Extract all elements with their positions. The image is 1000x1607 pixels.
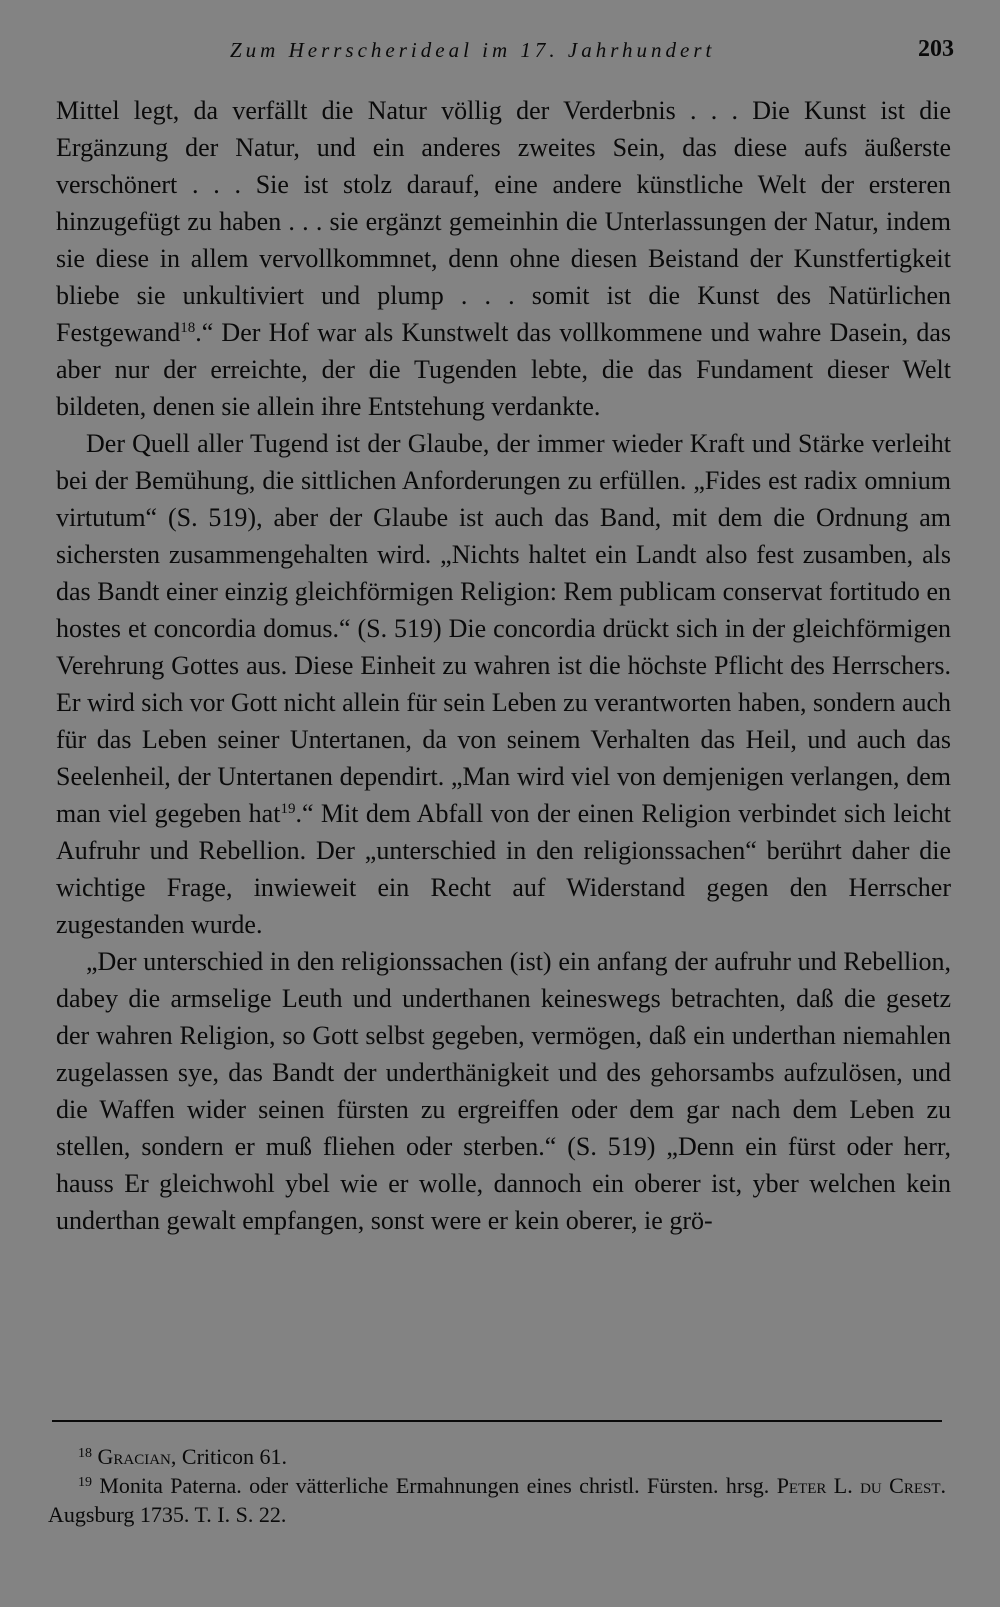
footnotes <box>48 1442 946 1529</box>
paragraph-2-text-a: Der Quell aller Tugend ist der Glaube, der immer wieder Kraft und Stärke verleiht bei der Bemühung, die sittlichen Anforderungen zu erfüllen. „Fides est radix omnium virtutum“ (S. 519), aber der Glaube ist auch das Band, mit dem die Ordnung am sichersten zusammengehalten wird. „Nichts haltet ein Landt also fest zusamben, als das Bandt einer einzig gleichförmigen Religion: Rem publicam conservat fortitudo en hostes et concordia domus.“ (S. 519) Die concordia drückt sich in der gleichförmigen Verehrung Gottes aus. Diese Einheit zu wahren ist die höchste Pflicht des Herrschers. Er wird sich vor Gott nicht allein für sein Leben zu verantworten haben, sondern auch für das Leben seiner Untertanen, da von seinem Verhalten das Heil, und auch das Seelenheil, der Untertanen dependirt. „Man wird viel von demjenigen verlangen, dem man viel gegeben hat <box>56 429 951 828</box>
footnote-18-number: 18 <box>78 1446 92 1461</box>
footnote-18-text: , Criticon 61. <box>170 1444 287 1469</box>
footnote-18-author: Gracian <box>97 1444 171 1469</box>
paragraph-2-text-b: .“ Mit dem Abfall von der einen Religion verbindet sich leicht Aufruhr und Rebellion. Der „unterschied in den religionssachen“ berührt daher die wichtige Frage, inwieweit ein Recht auf Widerstand gegen den Herrscher zugestanden wurde. <box>56 799 951 939</box>
paragraph-2 <box>56 425 951 943</box>
footnote-ref-19: 19 <box>280 801 296 817</box>
paragraph-1 <box>56 92 951 425</box>
paragraph-3-text: „Der unterschied in den religionssachen (ist) ein anfang der aufruhr und Rebellion, dabey die armselige Leuth und underthanen keineswegs betrachten, daß die gesetz der wahren Religion, so Gott selbst gegeben, vermögen, daß ein underthan niemahlen zugelassen sye, das Bandt der underthänigkeit und des gehorsambs aufzulösen, und die Waffen wider seinen fürsten zu ergreiffen oder dem gar nach dem Leben zu stellen, sondern er muß fliehen oder sterben.“ (S. 519) „Denn ein fürst oder herr, hauss Er gleichwohl ybel wie er wolle, dannoch ein oberer ist, yber welchen kein underthan gewalt empfangen, sonst were er kein oberer, ie grö- <box>56 947 951 1235</box>
paragraph-3 <box>56 943 951 1239</box>
page-header <box>54 34 954 74</box>
body-text <box>56 92 951 1239</box>
running-title: Zum Herrscherideal im 17. Jahrhundert <box>230 38 716 62</box>
footnote-19-number: 19 <box>78 1475 92 1490</box>
footnote-18 <box>48 1442 946 1471</box>
paragraph-1-text-a: Mittel legt, da verfällt die Natur völlig der Verderbnis . . . Die Kunst ist die Ergänzung der Natur, und ein anderes zweites Sein, das diese aufs äußerste verschönert . . . Sie ist stolz darauf, eine andere künstliche Welt der ersteren hinzugefügt zu haben . . . sie ergänzt gemeinhin die Unterlassungen der Natur, indem sie diese in allem vervollkommnet, denn ohne diesen Beistand der Kunstfertigkeit bliebe sie unkultiviert und plump . . . somit ist die Kunst des Natürlichen Festgewand <box>56 96 951 347</box>
page-number: 203 <box>918 36 954 62</box>
footnote-19-editor: Peter L. du Crest <box>776 1473 941 1498</box>
footnote-19-text: Monita Paterna. oder vätterliche Ermahnungen eines christl. Fürsten. hrsg. <box>99 1473 770 1498</box>
paragraph-1-text-b: .“ Der Hof war als Kunstwelt das vollkommene und wahre Dasein, das aber nur der erreichte, der die Tugenden lebte, die das Fundament dieser Welt bildeten, denen sie allein ihre Entstehung verdankte. <box>56 318 951 421</box>
footnote-divider <box>52 1420 942 1422</box>
footnote-19 <box>48 1471 946 1529</box>
footnote-19-text-b: . Augsburg 1735. T. I. S. 22. <box>48 1473 946 1527</box>
footnote-ref-18: 18 <box>180 320 196 336</box>
